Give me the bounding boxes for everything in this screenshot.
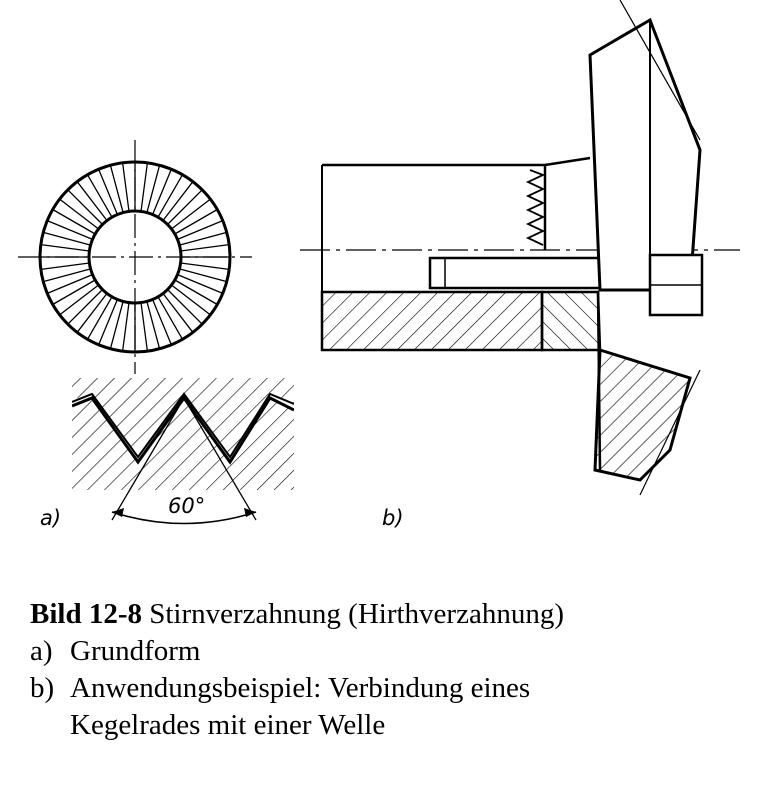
caption-item-marker: a) (30, 635, 53, 667)
ring-tooth-line (147, 166, 159, 211)
assembly-drawing (300, 0, 740, 495)
label-a: a) (40, 506, 62, 530)
ring-tooth-line (42, 245, 89, 251)
ring-tooth-line (182, 245, 229, 251)
caption-title-row (30, 596, 564, 633)
caption-title: Stirnverzahnung (Hirthverzahnung) (149, 598, 564, 630)
ring-tooth-line (178, 221, 221, 239)
ring-tooth-line (42, 263, 89, 269)
ring-tooth-line (99, 170, 117, 213)
ring-tooth-line (123, 304, 129, 351)
ring-tooth-line (153, 300, 171, 343)
ring-tooth-line (141, 304, 147, 351)
caption-item (30, 670, 564, 707)
ring-tooth-line (48, 221, 91, 239)
ring-tooth-line (123, 164, 129, 211)
ring-tooth-line (44, 233, 89, 245)
ring-tooth-line (111, 166, 123, 211)
figure-caption (30, 596, 564, 744)
ring-tooth-line (99, 300, 117, 343)
ring-tooth-line (178, 275, 221, 293)
ring-tooth-line (153, 170, 171, 213)
caption-item (30, 633, 564, 670)
caption-item-text: Anwendungsbeispiel: Verbindung eines (70, 672, 531, 704)
ring-tooth-line (180, 233, 225, 245)
label-b: b) (382, 506, 404, 530)
caption-item-continuation: Kegelrades mit einer Welle (70, 709, 386, 741)
ring-tooth-line (141, 164, 147, 211)
caption-item-marker: b) (30, 672, 55, 704)
ring-tooth-line (111, 302, 123, 347)
ring-drawing (18, 140, 252, 374)
figure-number: Bild 12-8 (30, 598, 142, 630)
ring-tooth-line (44, 269, 89, 281)
ring-tooth-line (182, 263, 229, 269)
caption-item-text: Grundform (70, 635, 201, 667)
ring-tooth-line (147, 302, 159, 347)
ring-tooth-line (48, 275, 91, 293)
ring-tooth-line (180, 269, 225, 281)
angle-label: 60° (168, 494, 206, 518)
